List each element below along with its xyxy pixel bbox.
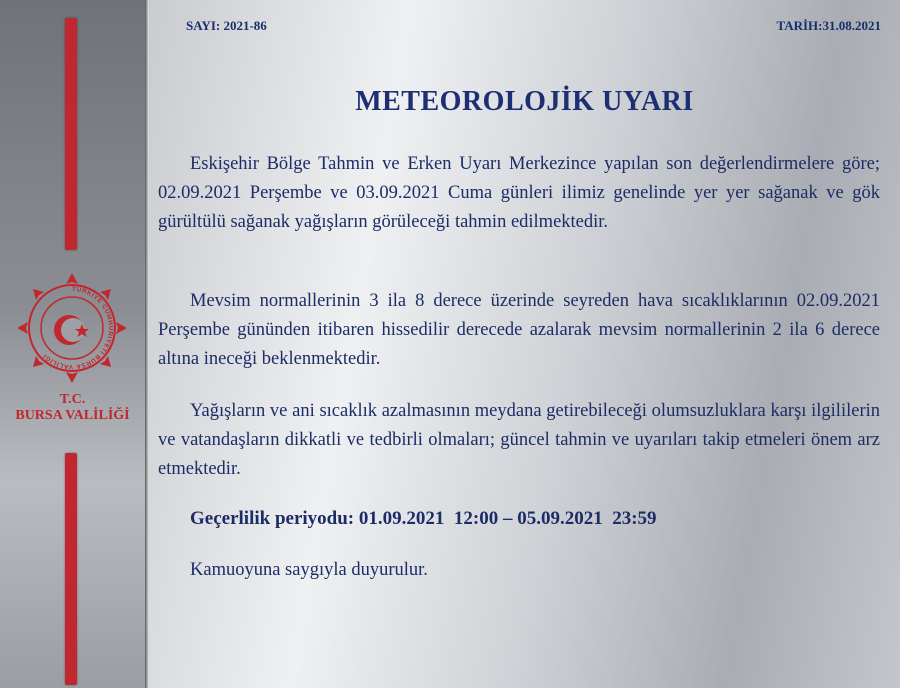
paragraph-2-text: Mevsim normallerinin 3 ila 8 derece üzerinde seyreden hava sıcaklıklarının 02.09.2021 Perşembe gününden itibaren hissedilir derecede azalarak mevsim normallerinin 2 ila 6 derece altına ineceği beklenmektedir.	[158, 291, 880, 369]
page-title: METEOROLOJİK UYARI	[355, 86, 694, 117]
gov-line-bursa-valiligi: BURSA VALİLİĞİ	[15, 408, 130, 423]
validity-period: Geçerlilik periyodu: 01.09.2021 12:00 – 05.09.2021 23:59	[190, 508, 657, 529]
paragraph-3	[158, 397, 880, 484]
decorative-red-bar-top	[65, 18, 77, 250]
governorship-emblem	[14, 270, 130, 386]
decorative-red-bar-bottom	[65, 453, 77, 685]
emblem-ring-text: TÜRKİYE CUMHURİYETİ BURSA VALİLİĞİ	[41, 285, 114, 371]
gov-line-tc: T.C.	[59, 392, 86, 407]
sidebar	[0, 0, 145, 688]
closing-statement: Kamuoyuna saygıyla duyurulur.	[190, 560, 428, 580]
paragraph-1-text: Eskişehir Bölge Tahmin ve Erken Uyarı Merkezince yapılan son değerlendirmelere göre; 02.09.2021 Perşembe ve 03.09.2021 Cuma günleri ilimiz genelinde yer yer sağanak ve gök gürültülü sağanak yağışların görüleceği tahmin edilmektedir.	[158, 154, 880, 232]
document-date: TARİH:31.08.2021	[776, 18, 881, 33]
paragraph-1	[158, 150, 880, 237]
paragraph-3-text: Yağışların ve ani sıcaklık azalmasının meydana getirebileceği olumsuzluklara karşı ilgililerin ve vatandaşların dikkatli ve tedbirli olmaları; güncel tahmin ve uyarıları takip etmeleri önem arz etmektedir.	[158, 401, 880, 479]
paragraph-2	[158, 287, 880, 374]
document-number: SAYI: 2021-86	[186, 18, 267, 33]
